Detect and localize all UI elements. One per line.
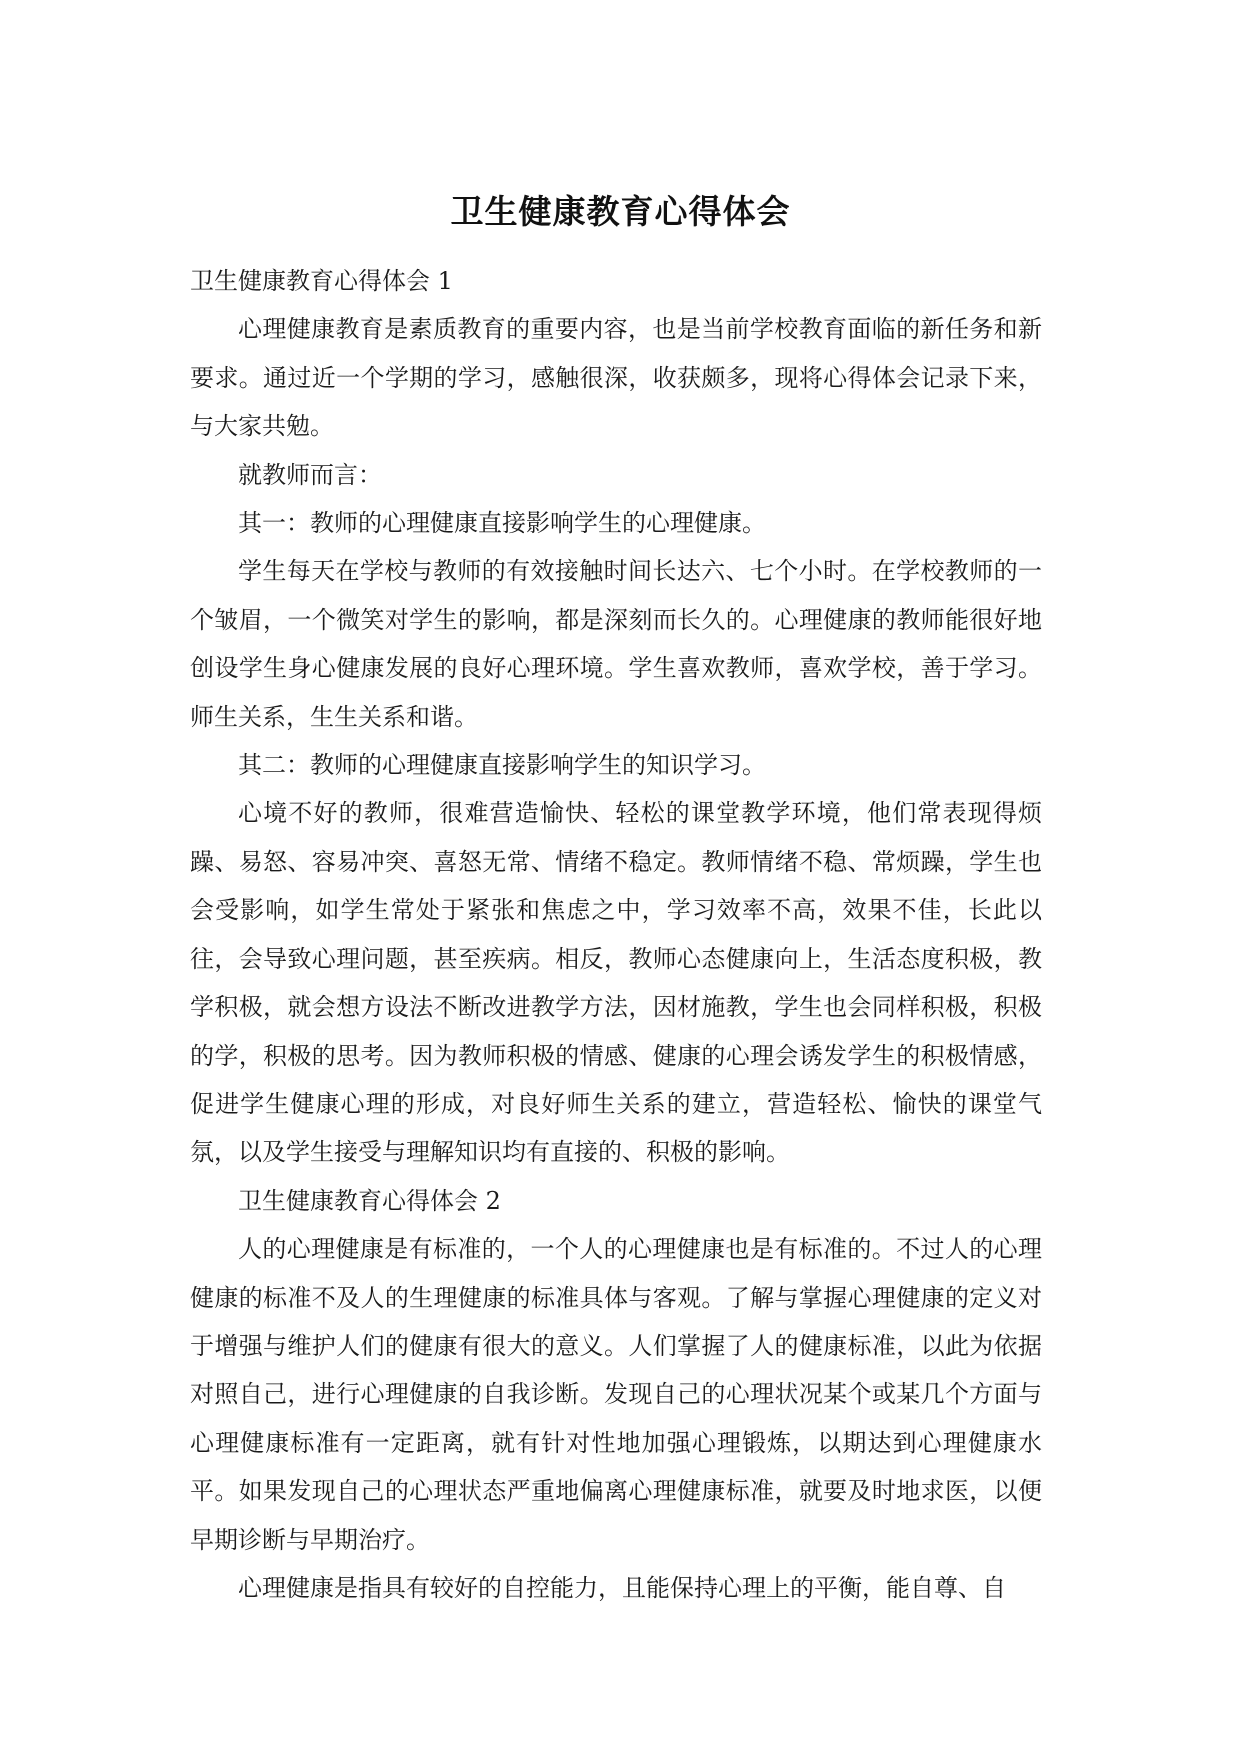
paragraph: 其二：教师的心理健康直接影响学生的知识学习。: [238, 751, 766, 780]
document-title: 卫生健康教育心得体会: [450, 192, 791, 231]
section-heading-2: 卫生健康教育心得体会 2: [238, 1186, 501, 1215]
section-heading-1: 卫生健康教育心得体会 1: [190, 267, 453, 295]
paragraph: 人的心理健康是有标准的，一个人的心理健康也是有标准的。不过人的心理健康的标准不及人的生理健康的标准具体与客观。了解与掌握心理健康的定义对于增强与维护人们的健康有很大的意义。人们掌握了人的健康标准，以此为依据对照自己，进行心理健康的自我诊断。发现自己的心理状况某个或某几个方面与心理健康标准有一定距离，就有针对性地加强心理锻炼，以期达到心理健康水平。如果发现自己的心理状态严重地偏离心理健康标准，就要及时地求医，以便早期诊断与早期治疗。: [190, 1235, 1042, 1554]
paragraph: 就教师而言：: [238, 460, 382, 489]
paragraph: 其一：教师的心理健康直接影响学生的心理健康。: [238, 509, 766, 538]
paragraph: 心境不好的教师，很难营造愉快、轻松的课堂教学环境，他们常表现得烦躁、易怒、容易冲突、喜怒无常、情绪不稳定。教师情绪不稳、常烦躁，学生也会受影响，如学生常处于紧张和焦虑之中，学习效率不高，效果不佳，长此以往，会导致心理问题，甚至疾病。相反，教师心态健康向上，生活态度积极，教学积极，就会想方设法不断改进教学方法，因材施教，学生也会同样积极，积极的学，积极的思考。因为教师积极的情感、健康的心理会诱发学生的积极情感，促进学生健康心理的形成，对良好师生关系的建立，营造轻松、愉快的课堂气氛，以及学生接受与理解知识均有直接的、积极的影响。: [190, 799, 1042, 1167]
paragraph: 学生每天在学校与教师的有效接触时间长达六、七个小时。在学校教师的一个皱眉，一个微笑对学生的影响，都是深刻而长久的。心理健康的教师能很好地创设学生身心健康发展的良好心理环境。学生喜欢教师，喜欢学校，善于学习。师生关系，生生关系和谐。: [190, 557, 1042, 731]
paragraph: 心理健康是指具有较好的自控能力，且能保持心理上的平衡，能自尊、自: [238, 1573, 1006, 1602]
paragraph: 心理健康教育是素质教育的重要内容，也是当前学校教育面临的新任务和新要求。通过近一个学期的学习，感触很深，收获颇多，现将心得体会记录下来，与大家共勉。: [190, 315, 1042, 441]
document-body: [190, 257, 1042, 1612]
